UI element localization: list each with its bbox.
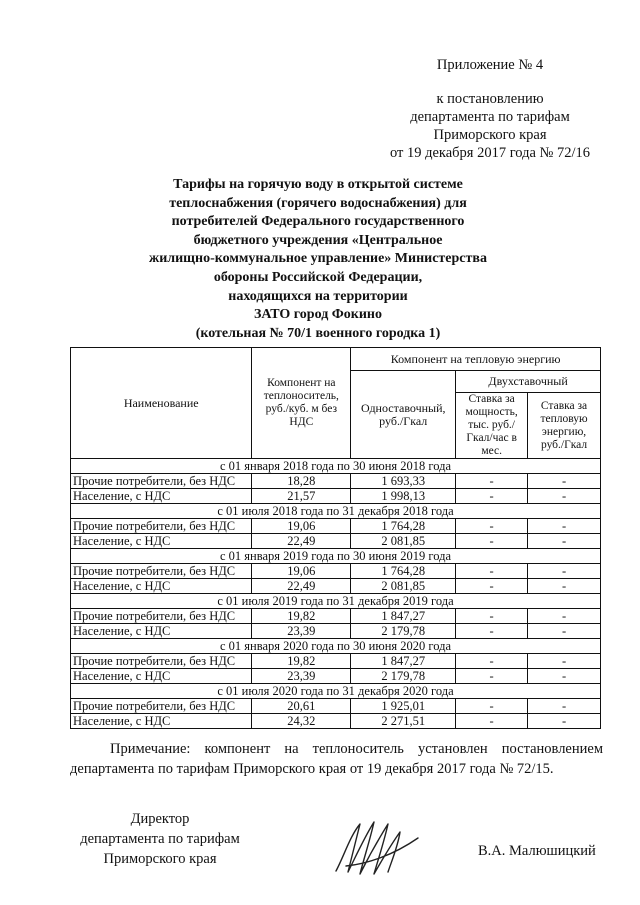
energy-rate-cell: - (528, 699, 601, 714)
consumer-name-cell: Население, с НДС (71, 669, 252, 684)
table-row (71, 519, 601, 534)
capacity-rate-cell: - (456, 609, 528, 624)
capacity-rate-cell: - (456, 534, 528, 549)
appendix-line-3: Приморского края (433, 127, 547, 143)
header-energy-rate: Ставка за тепловую энергию, руб./Гкал (528, 393, 601, 459)
capacity-rate-cell: - (456, 699, 528, 714)
appendix-line-2: департамента по тарифам (410, 109, 570, 125)
single-rate-cell: 1 998,13 (351, 489, 456, 504)
period-row (71, 549, 601, 564)
consumer-name-cell: Прочие потребители, без НДС (71, 474, 252, 489)
title-line: теплоснабжения (горячего водоснабжения) для (169, 195, 467, 211)
signer-name: В.А. Малюшицкий (478, 843, 596, 859)
energy-rate-cell: - (528, 609, 601, 624)
appendix-number: Приложение № 4 (436, 57, 544, 73)
consumer-name-cell: Население, с НДС (71, 579, 252, 594)
carrier-rate-cell: 22,49 (252, 534, 351, 549)
carrier-rate-cell: 19,06 (252, 519, 351, 534)
energy-rate-cell: - (528, 669, 601, 684)
tariff-table (70, 347, 601, 729)
title-line: Тарифы на горячую воду в открытой системе (173, 177, 463, 192)
table-row (71, 669, 601, 684)
consumer-name-cell: Прочие потребители, без НДС (71, 519, 252, 534)
table-row (71, 534, 601, 549)
consumer-name-cell: Прочие потребители, без НДС (71, 564, 252, 579)
single-rate-cell: 2 271,51 (351, 714, 456, 729)
single-rate-cell: 1 693,33 (351, 474, 456, 489)
table-row (71, 564, 601, 579)
capacity-rate-cell: - (456, 714, 528, 729)
table-row (71, 714, 601, 729)
single-rate-cell: 2 081,85 (351, 534, 456, 549)
carrier-rate-cell: 24,32 (252, 714, 351, 729)
single-rate-cell: 2 179,78 (351, 624, 456, 639)
energy-rate-cell: - (528, 654, 601, 669)
handwritten-signature (326, 816, 426, 878)
period-row (71, 504, 601, 519)
title-line: находящихся на территории (228, 288, 408, 304)
carrier-rate-cell: 19,82 (252, 654, 351, 669)
table-row (71, 489, 601, 504)
single-rate-cell: 1 847,27 (351, 654, 456, 669)
consumer-name-cell: Население, с НДС (71, 534, 252, 549)
header-energy-component: Компонент на тепловую энергию (351, 348, 601, 371)
director-line-3: Приморского края (103, 851, 217, 867)
energy-rate-cell: - (528, 624, 601, 639)
capacity-rate-cell: - (456, 669, 528, 684)
title-line: обороны Российской Федерации, (213, 269, 423, 285)
capacity-rate-cell: - (456, 474, 528, 489)
document-title (130, 176, 506, 343)
carrier-rate-cell: 22,49 (252, 579, 351, 594)
title-line: потребителей Федерального государственного (171, 214, 465, 230)
period-label: с 01 июля 2020 года по 31 декабря 2020 года (71, 684, 601, 699)
energy-rate-cell: - (528, 534, 601, 549)
period-row (71, 684, 601, 699)
capacity-rate-cell: - (456, 579, 528, 594)
energy-rate-cell: - (528, 489, 601, 504)
consumer-name-cell: Прочие потребители, без НДС (71, 654, 252, 669)
period-label: с 01 июля 2018 года по 31 декабря 2018 года (71, 504, 601, 519)
period-label: с 01 января 2020 года по 30 июня 2020 года (71, 639, 601, 654)
header-carrier-component: Компонент на теплоноситель, руб./куб. м без НДС (252, 348, 351, 459)
appendix-block (380, 56, 600, 162)
title-line: (котельная № 70/1 военного городка 1) (195, 325, 441, 341)
energy-rate-cell: - (528, 714, 601, 729)
carrier-rate-cell: 19,06 (252, 564, 351, 579)
header-name: Наименование (71, 348, 252, 459)
title-line: ЗАТО город Фокино (253, 307, 382, 323)
period-row (71, 639, 601, 654)
table-row (71, 579, 601, 594)
capacity-rate-cell: - (456, 564, 528, 579)
consumer-name-cell: Прочие потребители, без НДС (71, 609, 252, 624)
carrier-rate-cell: 21,57 (252, 489, 351, 504)
energy-rate-cell: - (528, 474, 601, 489)
single-rate-cell: 1 925,01 (351, 699, 456, 714)
single-rate-cell: 1 764,28 (351, 564, 456, 579)
period-label: с 01 июля 2019 года по 31 декабря 2019 года (71, 594, 601, 609)
appendix-line-1: к постановлению (436, 91, 544, 107)
table-row (71, 474, 601, 489)
note: Примечание: компонент на теплоноситель установлен постановлением департамента по тарифам Приморского края от 19 декабря 2017 года № 72/15. (70, 741, 603, 777)
period-label: с 01 января 2019 года по 30 июня 2019 года (71, 549, 601, 564)
period-label: с 01 января 2018 года по 30 июня 2018 года (71, 459, 601, 474)
single-rate-cell: 1 764,28 (351, 519, 456, 534)
energy-rate-cell: - (528, 564, 601, 579)
consumer-name-cell: Прочие потребители, без НДС (71, 699, 252, 714)
header-capacity-rate: Ставка за мощность, тыс. руб./Гкал/час в мес. (456, 393, 528, 459)
tariff-table-body (71, 459, 601, 729)
title-line: жилищно-коммунальное управление» Министерства (149, 251, 487, 267)
capacity-rate-cell: - (456, 624, 528, 639)
consumer-name-cell: Население, с НДС (71, 714, 252, 729)
carrier-rate-cell: 20,61 (252, 699, 351, 714)
consumer-name-cell: Население, с НДС (71, 489, 252, 504)
table-row (71, 624, 601, 639)
single-rate-cell: 2 179,78 (351, 669, 456, 684)
capacity-rate-cell: - (456, 489, 528, 504)
table-row (71, 654, 601, 669)
director-line-2: департамента по тарифам (80, 831, 240, 847)
header-single-rate: Одноставочный, руб./Гкал (351, 371, 456, 459)
energy-rate-cell: - (528, 579, 601, 594)
energy-rate-cell: - (528, 519, 601, 534)
consumer-name-cell: Население, с НДС (71, 624, 252, 639)
director-position (60, 809, 260, 869)
title-line: бюджетного учреждения «Центральное (193, 232, 443, 248)
table-row (71, 609, 601, 624)
header-two-part-rate: Двухставочный (456, 371, 601, 393)
period-row (71, 459, 601, 474)
single-rate-cell: 1 847,27 (351, 609, 456, 624)
period-row (71, 594, 601, 609)
single-rate-cell: 2 081,85 (351, 579, 456, 594)
director-line-1: Директор (130, 811, 190, 827)
capacity-rate-cell: - (456, 654, 528, 669)
appendix-line-4: от 19 декабря 2017 года № 72/16 (389, 145, 591, 161)
carrier-rate-cell: 18,28 (252, 474, 351, 489)
capacity-rate-cell: - (456, 519, 528, 534)
carrier-rate-cell: 19,82 (252, 609, 351, 624)
table-row (71, 699, 601, 714)
carrier-rate-cell: 23,39 (252, 669, 351, 684)
carrier-rate-cell: 23,39 (252, 624, 351, 639)
